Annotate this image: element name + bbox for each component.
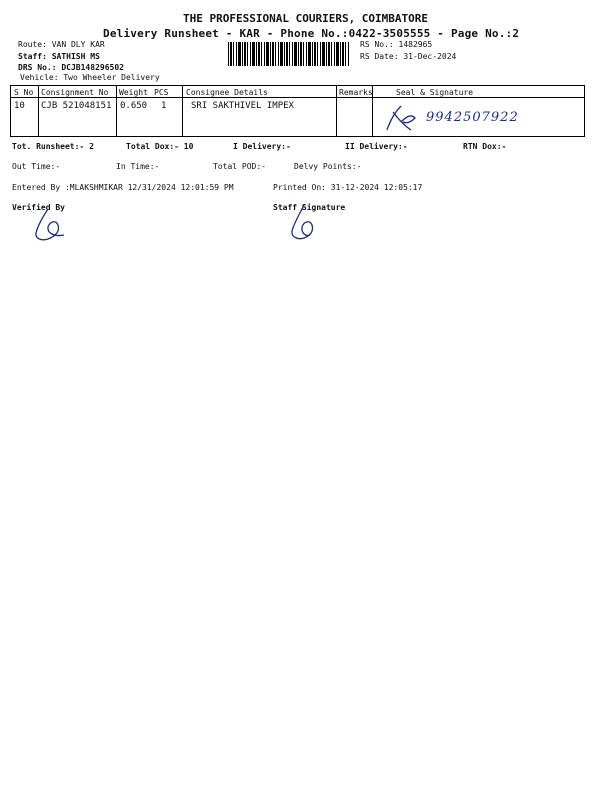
header-consignment: Consignment No (41, 88, 109, 97)
tot-runsheet: Tot. Runsheet:- 2 (12, 142, 94, 151)
in-time: In Time:- (116, 162, 160, 171)
route-text: Route: VAN DLY KAR (18, 40, 105, 49)
row-pcs: 1 (161, 101, 167, 111)
header-seal-signature: Seal & Signature (396, 88, 474, 97)
staff-signature-label: Staff Signature (273, 203, 346, 212)
staff-signature (282, 203, 327, 243)
entered-by: Entered By :MLAKSHMIKAR 12/31/2024 12:01:59 PM (12, 183, 234, 192)
printed-on: Printed On: 31-12-2024 12:05:17 (273, 183, 423, 192)
receiver-signature (381, 100, 421, 136)
header-sno: S No (14, 88, 34, 97)
row-weight: 0.650 (120, 101, 148, 111)
verifier-signature (30, 205, 75, 245)
ii-delivery: II Delivery:- (345, 142, 408, 151)
company-title: THE PROFESSIONAL COURIERS, COIMBATORE (183, 12, 429, 25)
rs-date-text: RS Date: 31-Dec-2024 (360, 52, 457, 61)
rtn-dox: RTN Dox:- (463, 142, 507, 151)
row-consignment: CJB 521048151 (41, 101, 112, 111)
vehicle-text: Vehicle: Two Wheeler Delivery (20, 73, 160, 82)
row-sno: 10 (14, 101, 25, 111)
header-remarks: Remarks (339, 88, 373, 97)
delvy-points: Delvy Points:- (294, 162, 362, 171)
verified-by-label: Verified By (12, 203, 65, 212)
header-weight: Weight (119, 88, 148, 97)
row-consignee: SRI SAKTHIVEL IMPEX (191, 101, 294, 111)
receiver-phone-note: 9942507922 (426, 110, 519, 125)
runsheet-table (10, 85, 585, 137)
header-pcs: PCS (154, 88, 169, 97)
barcode (228, 42, 350, 66)
drs-no-text: DRS No.: DCJB148296502 (18, 63, 124, 72)
staff-text: Staff: SATHISH MS (18, 52, 100, 61)
rs-no-text: RS No.: 1482965 (360, 40, 433, 49)
runsheet-title: Delivery Runsheet - KAR - Phone No.:0422-3505555 - Page No.:2 (103, 27, 520, 40)
total-dox: Total Dox:- 10 (126, 142, 194, 151)
i-delivery: I Delivery:- (233, 142, 291, 151)
total-pod: Total POD:- (213, 162, 266, 171)
out-time: Out Time:- (12, 162, 61, 171)
header-consignee: Consignee Details (186, 88, 268, 97)
